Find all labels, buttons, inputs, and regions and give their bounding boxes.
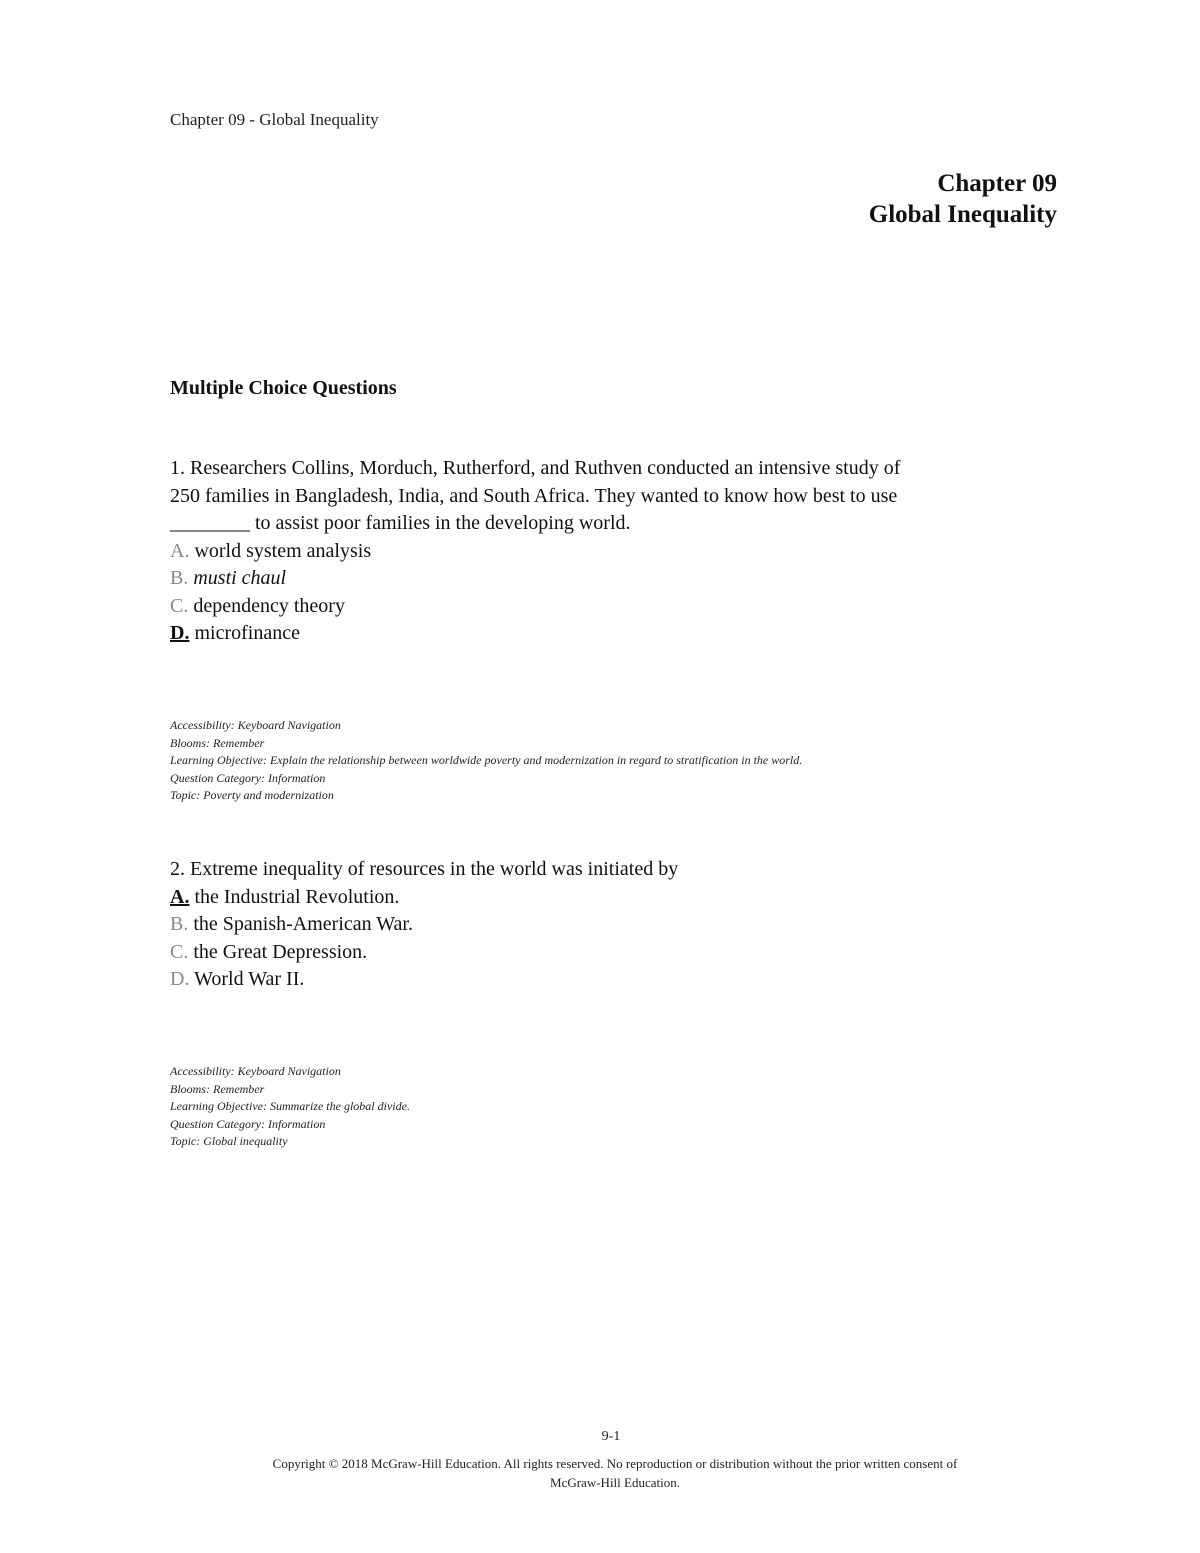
option-letter: D. bbox=[170, 968, 190, 990]
option-text: the Industrial Revolution. bbox=[194, 885, 400, 908]
question-2-stem-line-1: 2. Extreme inequality of resources in the world was initiated by bbox=[170, 858, 679, 880]
question-2-metadata bbox=[170, 1063, 410, 1151]
option-letter: C. bbox=[170, 594, 189, 617]
chapter-name: Global Inequality bbox=[868, 201, 1057, 228]
copyright-line-1: Copyright © 2018 McGraw-Hill Education. All rights reserved. No reproduction or distribution without the prior written consent of bbox=[272, 1456, 958, 1471]
question-1-option-a bbox=[170, 538, 1050, 566]
question-1-option-c bbox=[170, 593, 1050, 621]
option-text: dependency theory bbox=[193, 594, 345, 617]
option-letter: B. bbox=[170, 913, 189, 935]
correct-answer-letter: D. bbox=[170, 622, 190, 644]
meta-blooms: Blooms: Remember bbox=[170, 735, 265, 750]
question-1 bbox=[170, 455, 1050, 648]
question-2-option-c bbox=[170, 939, 1050, 967]
copyright-notice bbox=[0, 1454, 1200, 1492]
meta-accessibility: Accessibility: Keyboard Navigation bbox=[170, 718, 341, 732]
chapter-title bbox=[869, 168, 1057, 230]
question-1-metadata bbox=[170, 717, 802, 805]
correct-answer-letter: A. bbox=[170, 885, 190, 908]
question-1-stem-line-1: 1. Researchers Collins, Morduch, Rutherford, and Ruthven conducted an intensive study of bbox=[170, 457, 901, 479]
question-2 bbox=[170, 856, 1050, 994]
question-2-option-b bbox=[170, 911, 1050, 939]
question-2-options bbox=[170, 884, 1050, 994]
question-1-option-d bbox=[170, 620, 1050, 648]
meta-accessibility: Accessibility: Keyboard Navigation bbox=[170, 1064, 341, 1078]
question-2-option-a bbox=[170, 884, 1050, 912]
running-header: Chapter 09 - Global Inequality bbox=[170, 110, 379, 129]
option-text: the Spanish-American War. bbox=[193, 913, 413, 935]
meta-topic: Topic: Poverty and modernization bbox=[170, 788, 334, 802]
page-number: 9-1 bbox=[601, 1429, 621, 1444]
question-1-stem-line-2: 250 families in Bangladesh, India, and South Africa. They wanted to know how best to use bbox=[170, 484, 898, 507]
page-footer bbox=[0, 1428, 1200, 1492]
meta-learning-objective: Learning Objective: Explain the relationship between worldwide poverty and modernization in regard to stratification in the world. bbox=[170, 753, 803, 767]
question-1-options bbox=[170, 538, 1050, 648]
question-1-stem bbox=[170, 455, 1050, 538]
meta-learning-objective: Learning Objective: Summarize the global divide. bbox=[170, 1099, 410, 1113]
meta-question-category: Question Category: Information bbox=[170, 770, 326, 785]
option-text: musti chaul bbox=[193, 567, 287, 589]
copyright-line-2: McGraw-Hill Education. bbox=[550, 1475, 680, 1490]
option-letter: B. bbox=[170, 567, 189, 589]
question-2-stem bbox=[170, 856, 1050, 884]
option-letter: A. bbox=[170, 539, 190, 562]
meta-blooms: Blooms: Remember bbox=[170, 1081, 265, 1096]
question-1-stem-line-3: ________ to assist poor families in the developing world. bbox=[170, 512, 631, 534]
question-1-option-b bbox=[170, 565, 1050, 593]
option-text: World War II. bbox=[194, 968, 305, 990]
chapter-number: Chapter 09 bbox=[937, 170, 1057, 197]
option-text: world system analysis bbox=[194, 539, 372, 562]
option-letter: C. bbox=[170, 940, 189, 963]
meta-question-category: Question Category: Information bbox=[170, 1116, 326, 1131]
question-2-option-d bbox=[170, 966, 1050, 994]
meta-topic: Topic: Global inequality bbox=[170, 1134, 288, 1148]
section-heading: Multiple Choice Questions bbox=[170, 377, 397, 399]
option-text: the Great Depression. bbox=[193, 940, 368, 963]
option-text: microfinance bbox=[194, 622, 300, 644]
